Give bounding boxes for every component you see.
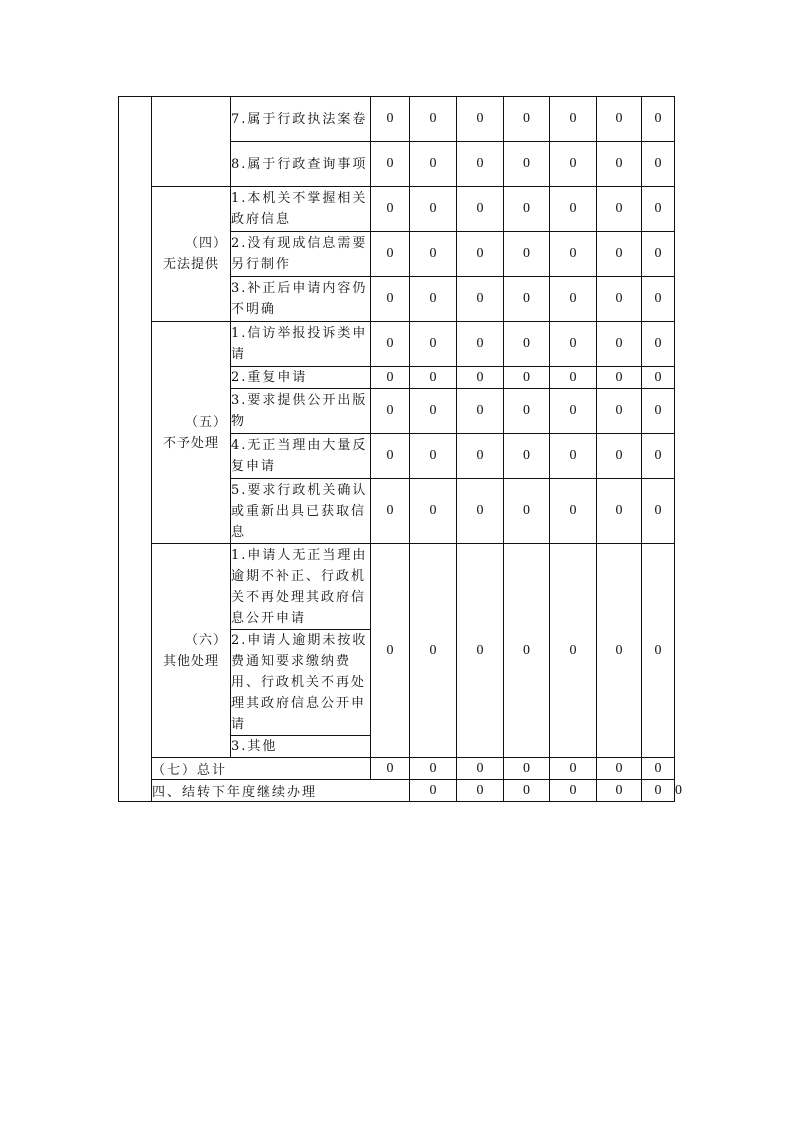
row-item-label: 2.重复申请 bbox=[231, 367, 371, 389]
value-cell: 0 bbox=[457, 367, 504, 389]
value-cell: 0 bbox=[642, 142, 675, 187]
value-cell: 0 bbox=[410, 142, 457, 187]
category-label: 无法提供 bbox=[162, 257, 219, 272]
category-cell-not-processed bbox=[152, 322, 231, 544]
value-cell: 0 bbox=[504, 479, 550, 544]
value-cell: 0 bbox=[642, 389, 675, 434]
value-cell: 0 bbox=[371, 758, 410, 780]
value-cell: 0 bbox=[457, 479, 504, 544]
value-cell: 0 bbox=[410, 434, 457, 479]
value-cell: 0 bbox=[457, 544, 504, 758]
row-item-label: 5.要求行政机关确认或重新出具已获取信息 bbox=[231, 479, 371, 544]
carryover-row: 四、结转下年度继续办理 0 0 0 0 0 0 0 bbox=[119, 780, 675, 802]
value-cell: 0 bbox=[410, 232, 457, 277]
row-item-label: 1.申请人无正当理由逾期不补正、行政机关不再处理其政府信息公开申请 bbox=[231, 544, 371, 630]
value-cell: 0 bbox=[371, 389, 410, 434]
value-cell: 0 bbox=[550, 780, 597, 802]
value-cell: 0 bbox=[597, 187, 642, 232]
value-cell: 0 bbox=[550, 142, 597, 187]
value-cell: 0 bbox=[504, 97, 550, 142]
category-label: 其他处理 bbox=[162, 653, 219, 669]
value-cell: 0 bbox=[550, 187, 597, 232]
value-cell: 0 bbox=[410, 367, 457, 389]
value-cell: 0 bbox=[597, 758, 642, 780]
value-cell: 0 bbox=[550, 322, 597, 367]
value-cell: 0 bbox=[597, 479, 642, 544]
value-cell: 0 bbox=[457, 277, 504, 322]
value-cell: 0 bbox=[642, 322, 675, 367]
value-cell: 0 bbox=[504, 544, 550, 758]
category-label: 不予处理 bbox=[162, 435, 219, 451]
disclosure-statistics-table bbox=[118, 96, 682, 802]
value-cell: 0 bbox=[642, 544, 675, 758]
row-item-label: 3.其他 bbox=[231, 736, 371, 758]
value-cell: 0 bbox=[371, 232, 410, 277]
category-number: （五） bbox=[184, 414, 227, 430]
value-cell: 0 bbox=[642, 780, 675, 802]
value-cell: 0 bbox=[597, 780, 642, 802]
value-cell: 0 bbox=[457, 758, 504, 780]
category-cell-other-handling bbox=[152, 544, 231, 758]
value-cell: 0 bbox=[410, 322, 457, 367]
value-cell: 0 bbox=[642, 758, 675, 780]
carryover-label: 四、结转下年度继续办理 bbox=[152, 780, 410, 802]
category-cell-continued bbox=[152, 97, 231, 187]
value-cell: 0 bbox=[597, 367, 642, 389]
value-cell: 0 bbox=[597, 389, 642, 434]
value-cell: 0 bbox=[410, 544, 457, 758]
value-cell: 0 bbox=[504, 187, 550, 232]
value-cell: 0 bbox=[371, 277, 410, 322]
value-cell: 0 bbox=[642, 277, 675, 322]
outer-category-cell bbox=[119, 97, 152, 802]
row-item-label: 1.信访举报投诉类申请 bbox=[231, 322, 371, 367]
value-cell: 0 bbox=[457, 142, 504, 187]
value-cell: 0 bbox=[642, 479, 675, 544]
value-cell: 0 bbox=[550, 758, 597, 780]
value-cell: 0 bbox=[597, 97, 642, 142]
value-cell: 0 bbox=[371, 434, 410, 479]
value-cell: 0 bbox=[457, 434, 504, 479]
value-cell: 0 bbox=[504, 367, 550, 389]
value-cell: 0 bbox=[457, 780, 504, 802]
row-item-label: 7.属于行政执法案卷 bbox=[231, 97, 371, 142]
value-cell: 0 bbox=[642, 367, 675, 389]
value-cell: 0 bbox=[371, 322, 410, 367]
total-label: （七）总计 bbox=[152, 758, 371, 780]
value-cell: 0 bbox=[410, 780, 457, 802]
value-cell: 0 bbox=[410, 479, 457, 544]
value-cell: 0 bbox=[597, 544, 642, 758]
value-cell: 0 bbox=[410, 187, 457, 232]
value-cell: 0 bbox=[457, 389, 504, 434]
row-item-label: 1.本机关不掌握相关政府信息 bbox=[231, 187, 371, 232]
value-cell: 0 bbox=[504, 389, 550, 434]
value-cell: 0 bbox=[457, 322, 504, 367]
row-item-label: 3.要求提供公开出版物 bbox=[231, 389, 371, 434]
value-cell: 0 bbox=[457, 232, 504, 277]
value-cell: 0 bbox=[642, 232, 675, 277]
value-cell: 0 bbox=[504, 758, 550, 780]
value-cell: 0 bbox=[504, 780, 550, 802]
value-cell: 0 bbox=[410, 758, 457, 780]
value-cell: 0 bbox=[597, 232, 642, 277]
value-cell: 0 bbox=[410, 97, 457, 142]
value-cell: 0 bbox=[504, 232, 550, 277]
value-cell: 0 bbox=[371, 479, 410, 544]
value-cell: 0 bbox=[371, 187, 410, 232]
total-row bbox=[119, 758, 675, 780]
value-cell: 0 bbox=[642, 97, 675, 142]
value-cell: 0 bbox=[371, 142, 410, 187]
value-cell: 0 bbox=[597, 142, 642, 187]
value-cell: 0 bbox=[597, 322, 642, 367]
row-item-label: 2.没有现成信息需要另行制作 bbox=[231, 232, 371, 277]
value-cell: 0 bbox=[371, 97, 410, 142]
value-cell: 0 bbox=[550, 479, 597, 544]
value-cell: 0 bbox=[550, 544, 597, 758]
table-row bbox=[119, 322, 675, 367]
value-cell: 0 bbox=[642, 187, 675, 232]
value-cell: 0 bbox=[550, 232, 597, 277]
row-item-label: 8.属于行政查询事项 bbox=[231, 142, 371, 187]
category-number: （六） bbox=[184, 632, 227, 648]
value-cell: 0 bbox=[550, 389, 597, 434]
value-cell: 0 bbox=[550, 434, 597, 479]
value-cell: 0 bbox=[371, 367, 410, 389]
table-row bbox=[119, 544, 675, 630]
value-cell: 0 bbox=[457, 187, 504, 232]
value-cell: 0 bbox=[504, 277, 550, 322]
value-cell: 0 bbox=[504, 434, 550, 479]
category-number: （四） bbox=[184, 236, 227, 251]
value-cell: 0 bbox=[504, 142, 550, 187]
value-cell: 0 bbox=[642, 434, 675, 479]
row-item-label: 4.无正当理由大量反复申请 bbox=[231, 434, 371, 479]
value-cell: 0 bbox=[550, 367, 597, 389]
value-cell: 0 bbox=[371, 544, 410, 758]
value-cell: 0 bbox=[410, 389, 457, 434]
row-item-label: 2.申请人逾期未按收费通知要求缴纳费用、行政机关不再处理其政府信息公开申请 bbox=[231, 630, 371, 736]
value-cell: 0 bbox=[504, 322, 550, 367]
value-cell: 0 bbox=[597, 277, 642, 322]
table-row bbox=[119, 187, 675, 232]
value-cell: 0 bbox=[410, 277, 457, 322]
table-row bbox=[119, 97, 675, 142]
category-cell-unable-to-provide bbox=[152, 187, 231, 322]
value-cell: 0 bbox=[550, 277, 597, 322]
row-item-label: 3.补正后申请内容仍不明确 bbox=[231, 277, 371, 322]
value-cell: 0 bbox=[550, 97, 597, 142]
value-cell: 0 bbox=[597, 434, 642, 479]
value-cell: 0 bbox=[457, 97, 504, 142]
